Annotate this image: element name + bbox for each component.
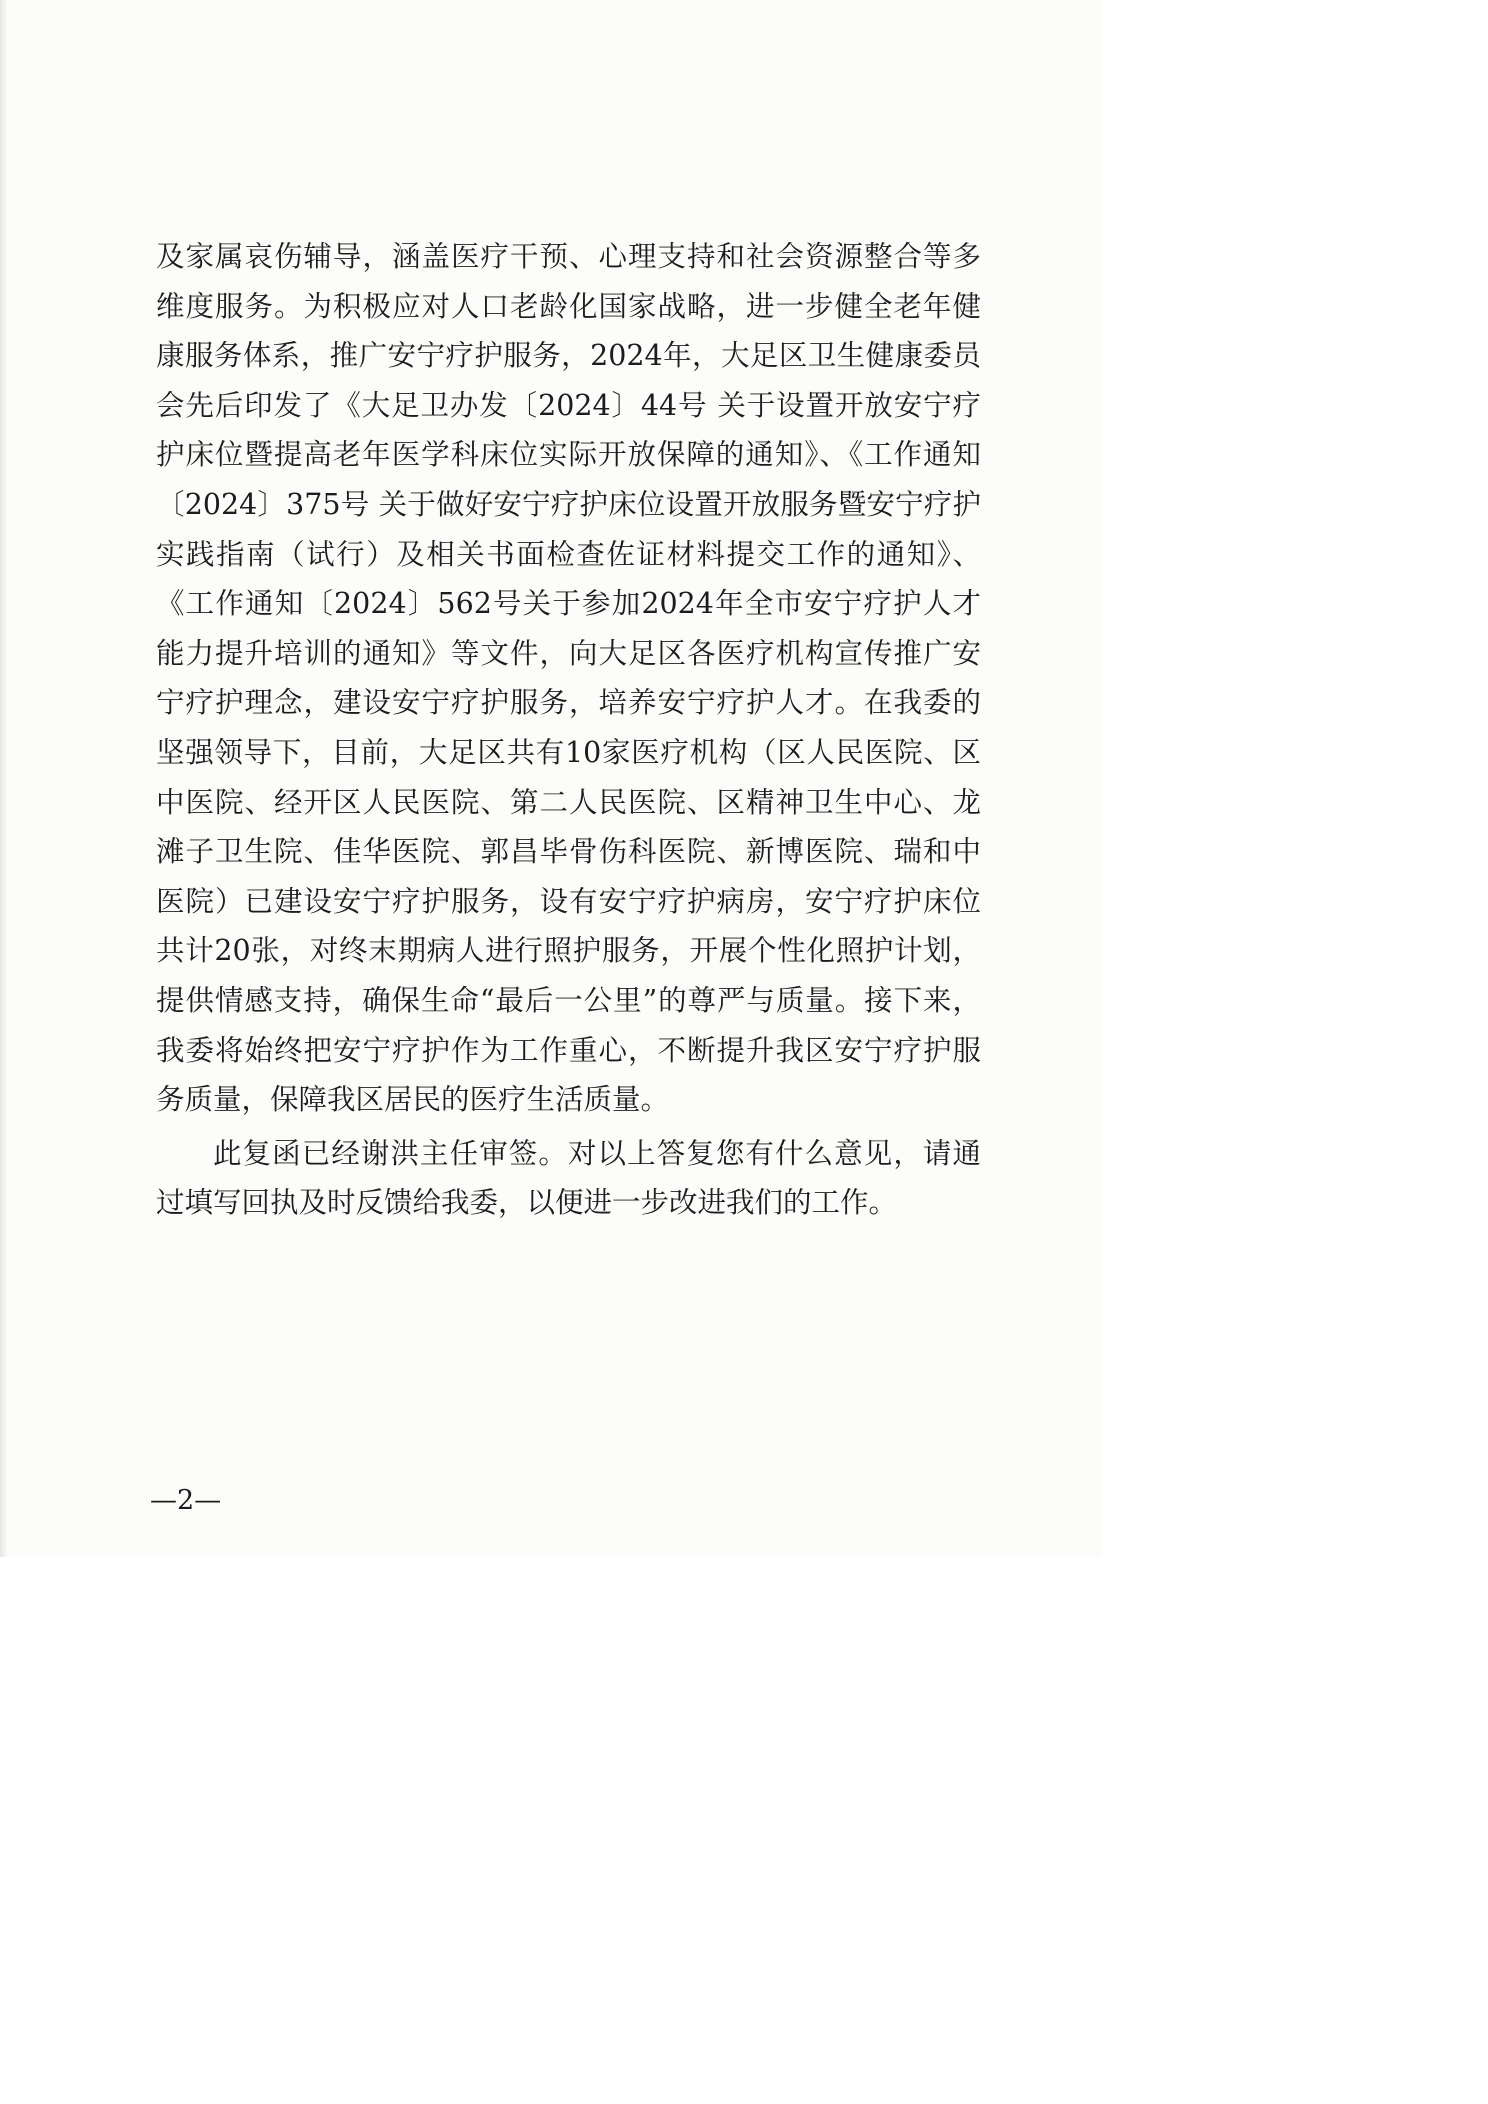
page-number: —2— xyxy=(150,1485,222,1516)
body-paragraph-1: 及家属哀伤辅导，涵盖医疗干预、心理支持和社会资源整合等多维度服务。为积极应对人口老龄化国家战略，进一步健全老年健康服务体系，推广安宁疗护服务，2024年，大足区卫生健康委员会先后印发了《大足卫办发〔2024〕44号 关于设置开放安宁疗护床位暨提高老年医学科床位实际开放保障的通知》、《工作通知〔2024〕375号 关于做好安宁疗护床位设置开放服务暨安宁疗护实践指南（试行）及相关书面检查佐证材料提交工作的通知》、《工作通知〔2024〕562号关于参加2024年全市安宁疗护人才能力提升培训的通知》等文件，向大足区各医疗机构宣传推广安宁疗护理念，建设安宁疗护服务，培养安宁疗护人才。在我委的坚强领导下，目前，大足区共有10家医疗机构（区人民医院、区中医院、经开区人民医院、第二人民医院、区精神卫生中心、龙滩子卫生院、佳华医院、郭昌毕骨伤科医院、新博医院、瑞和中医院）已建设安宁疗护服务，设有安宁疗护病房，安宁疗护床位共计20张，对终末期病人进行照护服务，开展个性化照护计划，提供情感支持，确保生命“最后一公里”的尊严与质量。接下来，我委将始终把安宁疗护作为工作重心，不断提升我区安宁疗护服务质量，保障我区居民的医疗生活质量。 xyxy=(156,240,981,1117)
body-paragraph-2: 此复函已经谢洪主任审签。对以上答复您有什么意见，请通过填写回执及时反馈给我委，以便进一步改进我们的工作。 xyxy=(156,1136,981,1220)
page-edge-shadow xyxy=(0,0,8,1557)
document-body xyxy=(156,232,981,1228)
